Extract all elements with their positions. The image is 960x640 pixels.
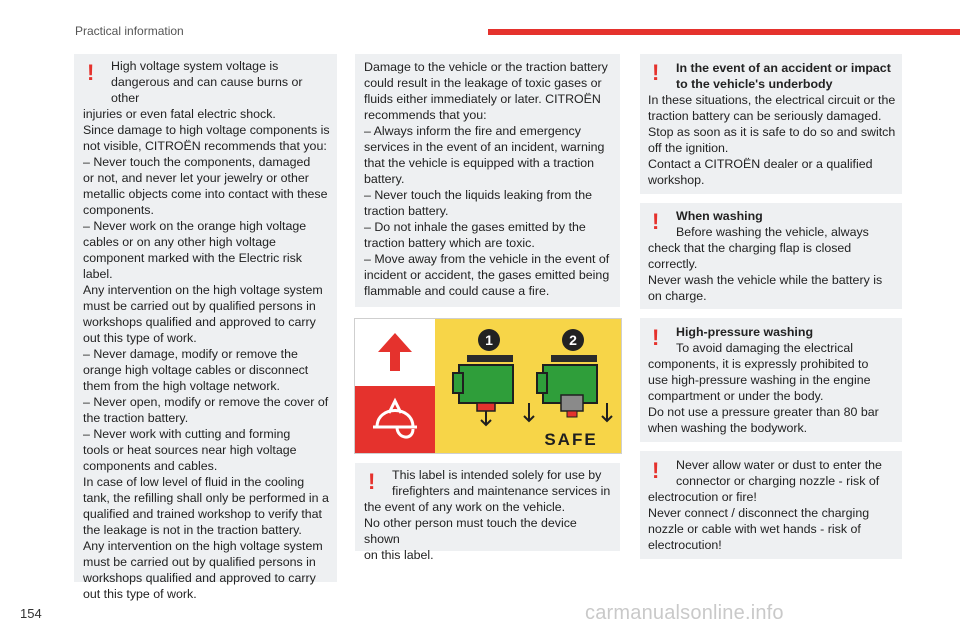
text-line: Any intervention on the high voltage system xyxy=(83,283,323,297)
text-line: Damage to the vehicle or the traction battery xyxy=(364,60,608,74)
warning-icon: ! xyxy=(652,458,660,483)
warning-icon: ! xyxy=(368,469,376,494)
text-line: Do not use a pressure greater than 80 bar xyxy=(648,405,879,419)
text-line: Any intervention on the high voltage system xyxy=(83,539,323,553)
text-line: traction battery. xyxy=(364,204,449,218)
text-line: Before washing the vehicle, always xyxy=(676,225,869,239)
header-title: Practical information xyxy=(75,24,184,38)
text-line: fluids either immediately or later. CITROËN xyxy=(364,92,601,106)
badge-1 xyxy=(478,329,500,351)
badge-2-label: 2 xyxy=(569,332,577,348)
text-line: cables or on any other high voltage xyxy=(83,235,276,249)
text-line: recommends that you: xyxy=(364,108,487,122)
text-line: services in the event of an incident, warning xyxy=(364,140,605,154)
text-line: firefighters and maintenance services in xyxy=(392,484,611,498)
text-line: orange high voltage cables or disconnect xyxy=(83,363,309,377)
text-line: tools or heat sources near high voltage xyxy=(83,443,297,457)
text-line: incident or accident, the gases emitted being xyxy=(364,268,610,282)
text-line: battery. xyxy=(364,172,405,186)
text-line: components, it is expressly prohibited to xyxy=(648,357,869,371)
text-line: Since damage to high voltage components is xyxy=(83,123,330,137)
text-line: correctly. xyxy=(648,257,698,271)
text-line: dangerous and can cause burns or other xyxy=(111,75,303,105)
warning-icon: ! xyxy=(652,60,660,85)
washing-warning-box xyxy=(640,203,902,309)
text-line: tank, the refilling shall only be performed in a xyxy=(83,491,329,505)
text-line: when washing the bodywork. xyxy=(648,421,808,435)
text-line: the traction battery. xyxy=(83,411,189,425)
text-line: traction battery which are toxic. xyxy=(364,236,535,250)
water-dust-warning-box xyxy=(640,451,902,559)
text-line: injuries or even fatal electric shock. xyxy=(83,107,276,121)
text-line: workshop. xyxy=(648,173,705,187)
text-line: the event of any work on the vehicle. xyxy=(364,500,566,514)
text-line: could result in the leakage of toxic gases or xyxy=(364,76,602,90)
watermark: carmanualsonline.info xyxy=(585,602,784,624)
text-line: not visible, CITROËN recommends that you: xyxy=(83,139,327,153)
page-number: 154 xyxy=(20,606,42,621)
text-line: component marked with the Electric risk label. xyxy=(83,251,302,281)
text-line: or not, and never let your jewelry or other xyxy=(83,171,309,185)
text-line: – Never work on the orange high voltage xyxy=(83,219,307,233)
box-title: to the vehicle's underbody xyxy=(676,77,833,91)
warning-icon: ! xyxy=(87,60,95,85)
header-accent-bar xyxy=(488,29,960,35)
text-line: – Never damage, modify or remove the xyxy=(83,347,298,361)
text-line: use high-pressure washing in the engine xyxy=(648,373,871,387)
box-title: In the event of an accident or impact xyxy=(676,61,891,75)
text-line: – Never work with cutting and forming xyxy=(83,427,291,441)
box-title: When washing xyxy=(676,209,763,223)
text-line: Stop as soon as it is safe to do so and switch xyxy=(648,125,896,139)
text-line: check that the charging flap is closed xyxy=(648,241,852,255)
text-line: compartment or under the body. xyxy=(648,389,824,403)
text-line: Contact a CITROËN dealer or a qualified xyxy=(648,157,873,171)
firefighter-label-image xyxy=(354,318,622,454)
firefighter-label-svg xyxy=(355,319,621,453)
text-line: Never allow water or dust to enter the xyxy=(676,458,882,472)
text-line: must be carried out by qualified persons in xyxy=(83,555,316,569)
text-line: connector or charging nozzle - risk of xyxy=(676,474,880,488)
text-line: Never connect / disconnect the charging xyxy=(648,506,870,520)
text-line: workshops qualified and approved to carry xyxy=(83,571,316,585)
text-line: To avoid damaging the electrical xyxy=(676,341,854,355)
text-line: – Never touch the liquids leaking from the xyxy=(364,188,592,202)
text-line: must be carried out by qualified persons in xyxy=(83,299,316,313)
label-note-box xyxy=(355,463,620,562)
gas-leak-info-box xyxy=(355,54,620,307)
text-line: High voltage system voltage is xyxy=(111,59,279,73)
text-line: nozzle or cable with wet hands - risk of xyxy=(648,522,861,536)
label-red-cell xyxy=(355,386,435,453)
text-line: metallic objects come into contact with these xyxy=(83,187,328,201)
text-line: traction battery can be seriously damaged. xyxy=(648,109,882,123)
box-title: High-pressure washing xyxy=(676,325,814,339)
text-line: electrocution! xyxy=(648,538,722,552)
badge-1-label: 1 xyxy=(485,332,493,348)
text-line: on charge. xyxy=(648,289,707,303)
text-line: – Always inform the fire and emergency xyxy=(364,124,581,138)
warning-icon: ! xyxy=(652,325,660,350)
text-line: No other person must touch the device shown xyxy=(364,516,577,546)
text-line: off the ignition. xyxy=(648,141,729,155)
text-line: flammable and could cause a fire. xyxy=(364,284,550,298)
high-voltage-warning-box xyxy=(74,54,337,601)
text-line: – Never touch the components, damaged xyxy=(83,155,311,169)
text-line: In case of low level of fluid in the cooling xyxy=(83,475,305,489)
high-pressure-warning-box xyxy=(640,318,902,442)
text-line: components. xyxy=(83,203,154,217)
text-line: on this label. xyxy=(364,548,434,562)
warning-icon: ! xyxy=(652,209,660,234)
text-line: – Do not inhale the gases emitted by the xyxy=(364,220,586,234)
text-line: out this type of work. xyxy=(83,587,197,601)
text-line: workshops qualified and approved to carry xyxy=(83,315,316,329)
badge-2 xyxy=(562,329,584,351)
text-line: out this type of work. xyxy=(83,331,197,345)
accident-warning-box xyxy=(640,54,902,194)
safe-label: SAFE xyxy=(544,430,598,449)
text-line: – Move away from the vehicle in the event of xyxy=(364,252,610,266)
text-line: components and cables. xyxy=(83,459,218,473)
text-line: that the vehicle is equipped with a traction xyxy=(364,156,595,170)
text-line: This label is intended solely for use by xyxy=(392,468,602,482)
text-line: them from the high voltage network. xyxy=(83,379,280,393)
text-line: electrocution or fire! xyxy=(648,490,757,504)
text-line: qualified and trained workshop to verify that xyxy=(83,507,323,521)
text-line: – Never open, modify or remove the cover of xyxy=(83,395,329,409)
text-line: Never wash the vehicle while the battery is xyxy=(648,273,883,287)
text-line: In these situations, the electrical circuit or the xyxy=(648,93,896,107)
text-line: the leakage is not in the traction battery. xyxy=(83,523,302,537)
